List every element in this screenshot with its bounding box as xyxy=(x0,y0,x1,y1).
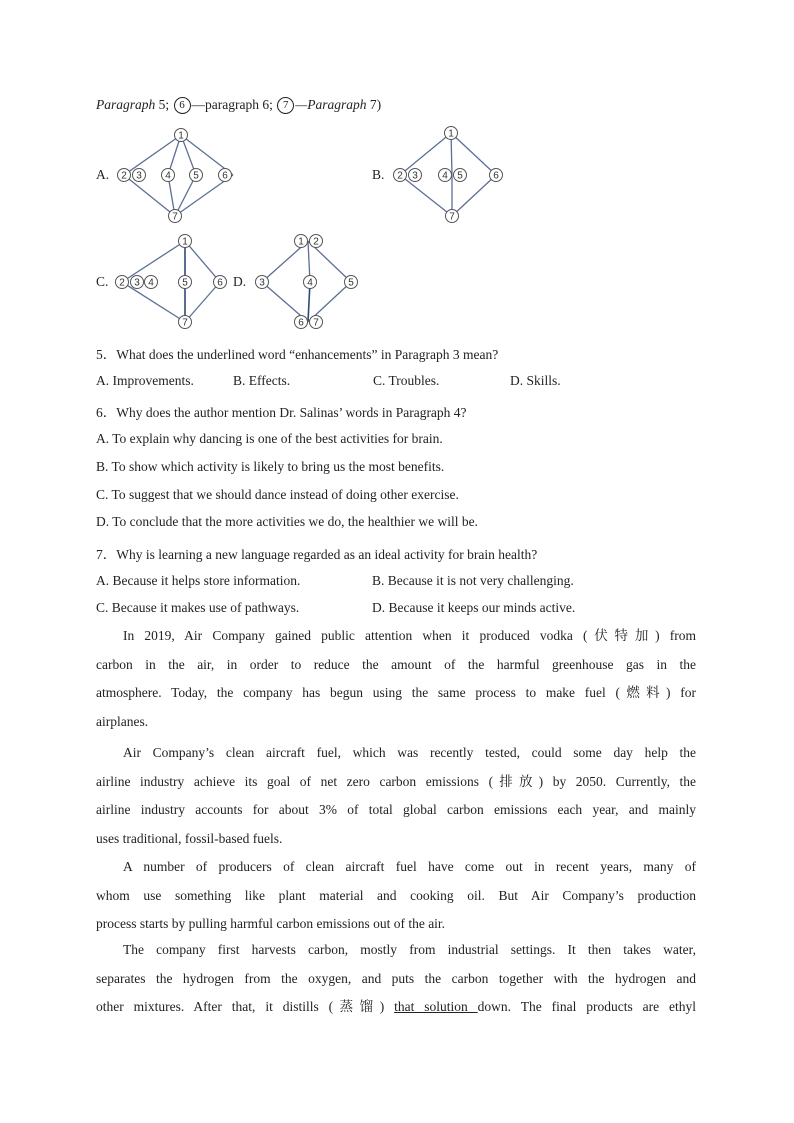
svg-text:2: 2 xyxy=(313,236,319,248)
diagram-d-node-4 xyxy=(304,276,317,289)
svg-text:3: 3 xyxy=(412,170,418,182)
question-5-stem: 5．What does the underlined word “enhancements” in Paragraph 3 mean? xyxy=(96,347,499,362)
diagram-a-node-2 xyxy=(118,169,131,182)
passage-p2-line: airline industry accounts for about 3% of total global carbon emissions each year, and mainly xyxy=(96,802,696,817)
passage-p1-line: carbon in the air, in order to reduce the amount of the harmful greenhouse gas in the xyxy=(96,656,696,672)
passage-p3-line: process starts by pulling harmful carbon emissions out of the air. xyxy=(96,916,446,931)
option-d-label: D. xyxy=(233,274,247,289)
svg-text:4: 4 xyxy=(442,170,448,182)
passage-p1-line: atmosphere. Today, the company has begun using the same process to make fuel (燃料) for xyxy=(96,685,696,700)
diagram-a-node-7 xyxy=(169,210,182,223)
question-6-stem: 6．Why does the author mention Dr. Salinas’ words in Paragraph 4? xyxy=(96,405,467,420)
diagram-b-node-2 xyxy=(394,169,407,182)
passage-paragraph-4 xyxy=(96,936,696,1022)
circled-7-icon: 7 xyxy=(277,97,294,114)
question-7-option-d: D. Because it keeps our minds active. xyxy=(372,600,576,615)
svg-text:1: 1 xyxy=(298,236,304,248)
question-7-option-c: C. Because it makes use of pathways. xyxy=(96,600,300,615)
passage-p4-last-pre: other mixtures. After that, it distills (蒸馏) xyxy=(96,999,395,1014)
svg-text:6: 6 xyxy=(217,277,223,289)
diagram-b-node-1 xyxy=(445,127,458,140)
passage-p1-line: In 2019, Air Company gained public attention when it produced vodka (伏特加) from xyxy=(123,628,696,643)
diagram-b-node-4 xyxy=(439,169,452,182)
question-7-option-a: A. Because it helps store information. xyxy=(96,573,301,588)
svg-text:5: 5 xyxy=(457,170,463,182)
diagram-a-node-6 xyxy=(219,169,232,182)
passage-p4-last-line xyxy=(96,993,696,1022)
passage-p3-line: A number of producers of clean aircraft fuel have come out in recent years, many of xyxy=(123,859,696,874)
svg-text:6: 6 xyxy=(222,170,228,182)
svg-text:5: 5 xyxy=(348,277,354,289)
question-5-option-c: C. Troubles. xyxy=(373,373,440,388)
svg-text:2: 2 xyxy=(397,170,403,182)
svg-text:5: 5 xyxy=(193,170,199,182)
diagram-b-node-5 xyxy=(454,169,467,182)
paragraph-7-number: 7) xyxy=(366,97,382,112)
svg-text:3: 3 xyxy=(136,170,142,182)
svg-text:6: 6 xyxy=(493,170,499,182)
question-6-option-d: D. To conclude that the more activities we do, the healthier we will be. xyxy=(96,514,478,529)
diagram-b-nodes xyxy=(394,127,503,223)
passage-p4-line: separates the hydrogen from the oxygen, and puts the carbon together with the hydrogen and xyxy=(96,970,696,986)
passage-paragraph-3 xyxy=(96,853,696,939)
diagram-d-node-3 xyxy=(256,276,269,289)
diagram-c-nodes xyxy=(116,235,227,329)
question-5-option-b: B. Effects. xyxy=(233,373,291,388)
diagram-b-node-3 xyxy=(409,169,422,182)
diagram-d-node-1 xyxy=(295,235,308,248)
underlined-phrase: that solution xyxy=(394,999,478,1014)
question-6-option-b: B. To show which activity is likely to bring us the most benefits. xyxy=(96,459,445,474)
svg-text:1: 1 xyxy=(178,130,184,142)
diagram-a-node-5 xyxy=(190,169,203,182)
svg-text:6: 6 xyxy=(298,317,304,329)
svg-text:7: 7 xyxy=(449,211,455,223)
passage-p2-line: Air Company’s clean aircraft fuel, which was recently tested, could some day help the xyxy=(123,745,696,760)
diagram-c-node-3 xyxy=(131,276,144,289)
question-5-option-a: A. Improvements. xyxy=(96,373,194,388)
passage-p4-last-post: down. The final products are ethyl xyxy=(477,999,697,1014)
svg-text:2: 2 xyxy=(121,170,127,182)
passage-p4-line: The company first harvests carbon, mostly from industrial settings. It then takes water, xyxy=(123,942,696,957)
svg-text:4: 4 xyxy=(307,277,313,289)
svg-text:1: 1 xyxy=(448,128,454,140)
diagram-a-node-1 xyxy=(175,129,188,142)
passage-paragraph-2 xyxy=(96,739,696,853)
diagram-d-node-6 xyxy=(295,316,308,329)
diagram-a-nodes xyxy=(118,129,232,223)
diagram-c-node-6 xyxy=(214,276,227,289)
diagram-d-node-7 xyxy=(310,316,323,329)
option-a-label: A. xyxy=(96,167,110,182)
paragraph-5-label: Paragraph xyxy=(96,97,156,112)
question-6-option-c: C. To suggest that we should dance instead of doing other exercise. xyxy=(96,487,459,502)
diagram-c-node-1 xyxy=(179,235,192,248)
diagram-d-nodes xyxy=(256,235,358,329)
circled-6-icon: 6 xyxy=(174,97,191,114)
paragraph-6-text: —paragraph 6; xyxy=(191,97,277,112)
svg-text:7: 7 xyxy=(313,317,319,329)
diagram-b-node-6 xyxy=(490,169,503,182)
option-c-label: C. xyxy=(96,274,109,289)
svg-text:7: 7 xyxy=(182,317,188,329)
passage-p2-line: uses traditional, fossil-based fuels. xyxy=(96,830,283,846)
passage-p1-line: airplanes. xyxy=(96,713,149,729)
diagram-d-node-5 xyxy=(345,276,358,289)
paragraph-5-number: 5; xyxy=(155,97,173,112)
svg-text:4: 4 xyxy=(148,277,154,289)
diagram-b-node-7 xyxy=(446,210,459,223)
svg-text:5: 5 xyxy=(182,277,188,289)
option-b-label: B. xyxy=(372,167,385,182)
passage-paragraph-1 xyxy=(96,622,696,736)
passage-p3-line: whom use something like plant material and cooking oil. But Air Company’s production xyxy=(96,887,696,903)
diagram-c-node-4 xyxy=(145,276,158,289)
question-7-stem: 7．Why is learning a new language regarded as an ideal activity for brain health? xyxy=(96,547,538,562)
svg-text:1: 1 xyxy=(182,236,188,248)
svg-text:2: 2 xyxy=(119,277,125,289)
svg-text:7: 7 xyxy=(172,211,178,223)
diagram-d-node-2 xyxy=(310,235,323,248)
passage-p2-line: airline industry achieve its goal of net zero carbon emissions (排放) by 2050. Currently, the xyxy=(96,773,696,789)
diagram-a-node-4 xyxy=(162,169,175,182)
question-6-option-a: A. To explain why dancing is one of the best activities for brain. xyxy=(96,431,443,446)
question-7-option-b: B. Because it is not very challenging. xyxy=(372,573,574,588)
svg-text:3: 3 xyxy=(259,277,265,289)
diagram-a-node-3 xyxy=(133,169,146,182)
diagram-c-node-5 xyxy=(179,276,192,289)
svg-text:3: 3 xyxy=(134,277,140,289)
paragraph-7-label: —Paragraph xyxy=(295,97,367,112)
diagram-c-node-7 xyxy=(179,316,192,329)
svg-text:4: 4 xyxy=(165,170,171,182)
diagram-c-node-2 xyxy=(116,276,129,289)
question-5-option-d: D. Skills. xyxy=(510,373,561,388)
